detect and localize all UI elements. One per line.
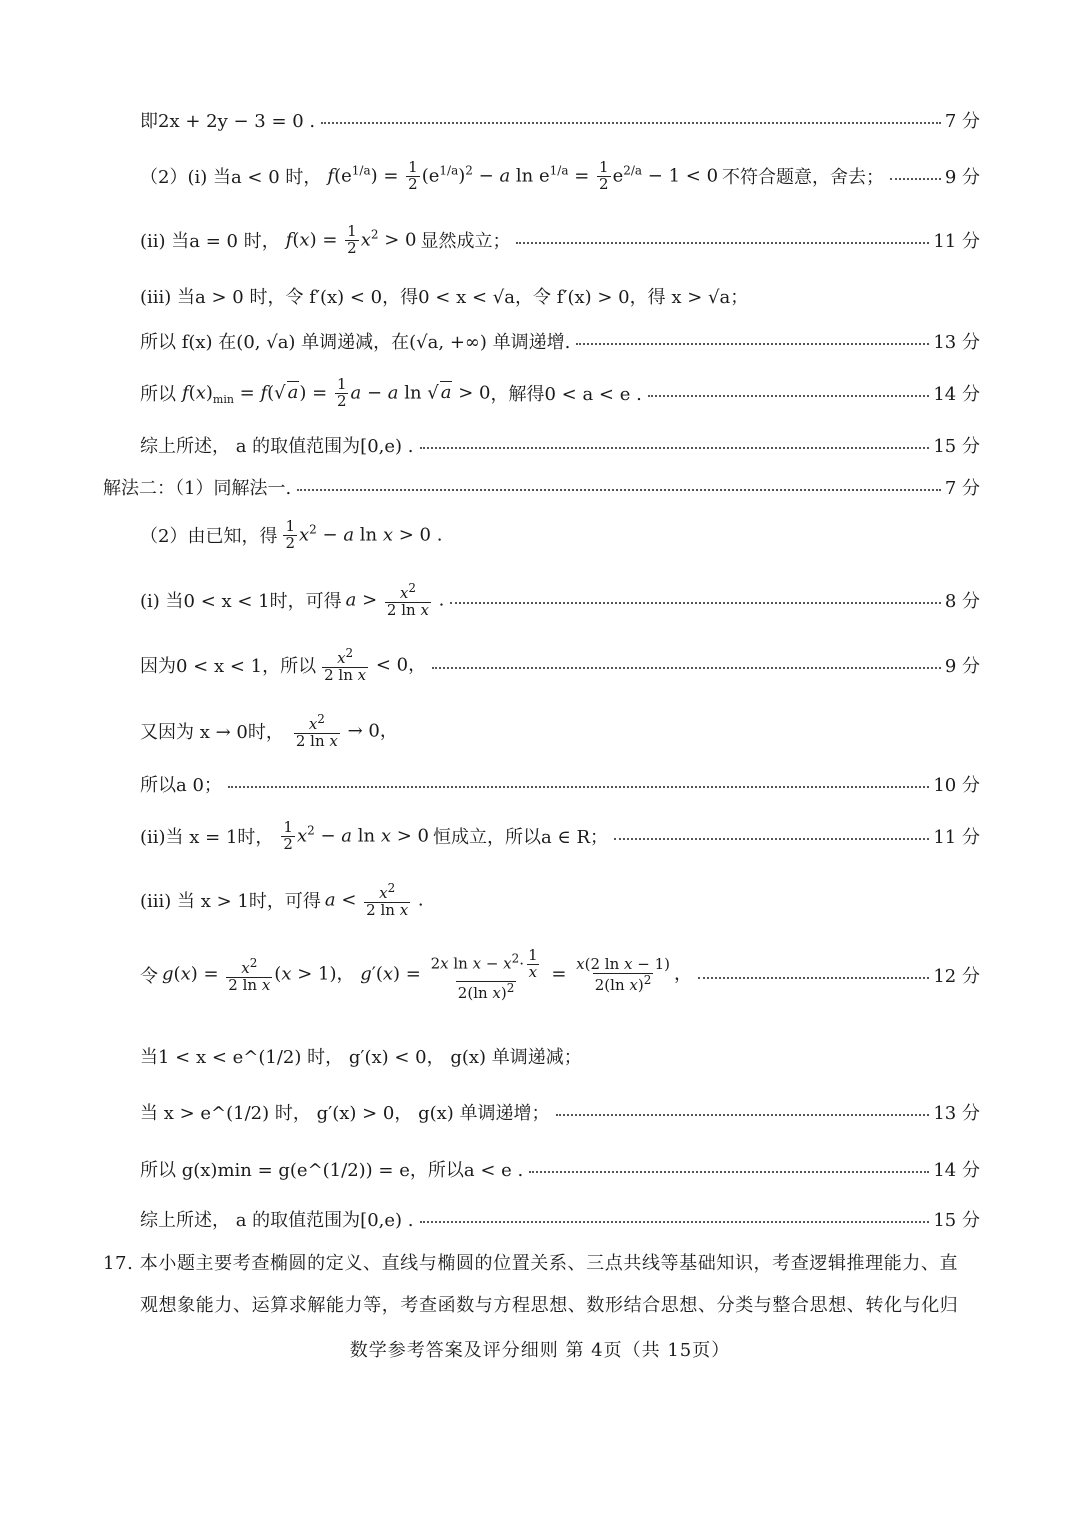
solution-line [140, 283, 980, 309]
line-text: （2）(i) 当a < 0 时， [140, 167, 322, 188]
solution-line [103, 474, 980, 500]
score: 11 分 [933, 827, 980, 848]
score: 9 分 [944, 656, 980, 677]
solution-line [140, 709, 980, 753]
line-text: 即2x + 2y − 3 = 0 . [140, 111, 316, 132]
dot-leader [432, 667, 941, 669]
formula: $\frac{x^2}{\text{2 ln x}}$ < 0， [324, 645, 427, 684]
question-17-text [140, 1291, 978, 1317]
dot-leader [648, 395, 930, 397]
line-text: (ii) 当a = 0 时， [140, 231, 280, 252]
score: 8 分 [944, 591, 980, 612]
dot-leader [420, 1221, 930, 1223]
formula: $f(x)_{min} = f(√$ a) = $\frac{1}{2}$ a − a ln √ a > 0 [182, 374, 491, 410]
dot-leader [614, 838, 929, 840]
dot-leader [556, 1114, 930, 1116]
score: 7 分 [944, 111, 980, 132]
dot-leader [576, 343, 929, 345]
solution-line [140, 940, 980, 1010]
dot-leader [450, 602, 940, 604]
line-text: 17. 本小题主要考查椭圆的定义、直线与椭圆的位置关系、三点共线等基础知识，考查逻辑推理能力、直 [103, 1253, 959, 1274]
line-text: 不符合题意，舍去； [722, 167, 885, 188]
formula: $\frac{1}{2}$ $x^2 - a$ ln x > 0 . [285, 516, 443, 552]
line-text: 所以 [140, 384, 176, 405]
formula: a > $\frac{x^2}{\text{2 ln x}}$ . [345, 580, 445, 619]
formula: $f(e^{1/a})$ = $\frac{1}{2}$ $(e^{1/a})^2 - a$ $\ln e^{1/a}$ = $\frac{1}{2}$ $e^{2/a} - 1 < 0$ [327, 157, 719, 193]
score: 7 分 [944, 478, 980, 499]
formula: f(x) = $\frac{1}{2}$ $x^2 > 0$ [285, 221, 417, 257]
dot-leader [698, 977, 929, 979]
line-text: ，解得0 < a < e . [490, 384, 642, 405]
line-text: （2）由已知，得 [140, 526, 278, 547]
formula: $\frac{1}{2}$ $x^2 - a$ ln x > 0 [283, 817, 429, 853]
score: 15 分 [933, 1210, 980, 1231]
line-text: 因为0 < x < 1，所以 [140, 656, 317, 677]
solution-line [140, 155, 980, 197]
line-text: 观想象能力、运算求解能力等，考查函数与方程思想、数形结合思想、分类与整合思想、转化与化归 [140, 1295, 959, 1316]
solution-line [140, 328, 980, 354]
solution-line [140, 514, 980, 556]
line-text: (i) 当0 < x < 1时，可得 [140, 591, 342, 612]
score: 13 分 [933, 1103, 980, 1124]
score: 14 分 [933, 384, 980, 405]
score: 11 分 [933, 231, 980, 252]
formula: $\frac{x^2}{\text{2 ln x}}$ → 0， [295, 711, 398, 750]
line-text: 当 x > e^(1/2) 时， g′(x) > 0， g(x) 单调递增； [140, 1103, 550, 1124]
formula: a < $\frac{x^2}{\text{2 ln x}}$ . [324, 880, 424, 919]
solution-line [140, 372, 980, 414]
solution-line [140, 771, 980, 797]
score: 10 分 [933, 775, 980, 796]
line-text: 综上所述， a 的取值范围为[0,e) . [140, 1210, 414, 1231]
line-text: 所以 g(x)min = g(e^(1/2)) = e，所以a < e . [140, 1160, 524, 1181]
solution-line [140, 107, 980, 133]
score: 9 分 [944, 167, 980, 188]
question-17-text [103, 1249, 978, 1275]
formula: g(x) = $\frac{x^2}{\text{2 ln x}}$ (x > 1)， g′(x) = 2x $\ln x - x^2\cdot$ $\frac{1}{x}$ 2(ln x)$^2$ = $\frac{\text{x(2 ln x − 1)}}{2(\ln x)^2}$ ， [162, 946, 692, 1002]
dot-leader [228, 786, 929, 788]
line-text: 解法二：（1）同解法一. [103, 478, 292, 499]
dot-leader [321, 122, 941, 124]
solution-line [140, 219, 980, 261]
line-text: 显然成立； [420, 231, 511, 252]
solution-line [140, 1099, 980, 1125]
line-text: (iii) 当a > 0 时，令 f′(x) < 0，得0 < x < √a，令 f′(x) > 0，得 x > √a； [140, 287, 749, 308]
solution-line [140, 643, 980, 687]
line-text: 所以 f(x) 在(0, √a) 单调递减，在(√a, +∞) 单调递增. [140, 332, 571, 353]
line-text: (iii) 当 x > 1时，可得 [140, 891, 321, 912]
page-footer: 数学参考答案及评分细则 第 4页（共 15页） [349, 1340, 731, 1361]
line-text: 当1 < x < e^(1/2) 时， g′(x) < 0， g(x) 单调递减； [140, 1047, 582, 1068]
score: 12 分 [933, 966, 980, 987]
line-text: 令 [140, 966, 158, 987]
solution-line [140, 1206, 980, 1232]
line-text: 恒成立，所以a ∈ R； [432, 827, 609, 848]
line-text: 所以a 0； [140, 775, 222, 796]
solution-line [140, 814, 980, 858]
dot-leader [529, 1171, 929, 1173]
score: 13 分 [933, 332, 980, 353]
dot-leader [516, 242, 929, 244]
solution-line [140, 878, 980, 922]
line-text: 又因为 x → 0时， [140, 722, 284, 743]
solution-line [140, 432, 980, 458]
dot-leader [890, 178, 941, 180]
solution-line [140, 1043, 980, 1069]
score: 15 分 [933, 436, 980, 457]
solution-line [140, 578, 980, 622]
dot-leader [420, 447, 930, 449]
dot-leader [297, 489, 941, 491]
score: 14 分 [933, 1160, 980, 1181]
line-text: (ii)当 x = 1时， [140, 827, 274, 848]
solution-line [140, 1156, 980, 1182]
line-text: 综上所述， a 的取值范围为[0,e) . [140, 436, 414, 457]
